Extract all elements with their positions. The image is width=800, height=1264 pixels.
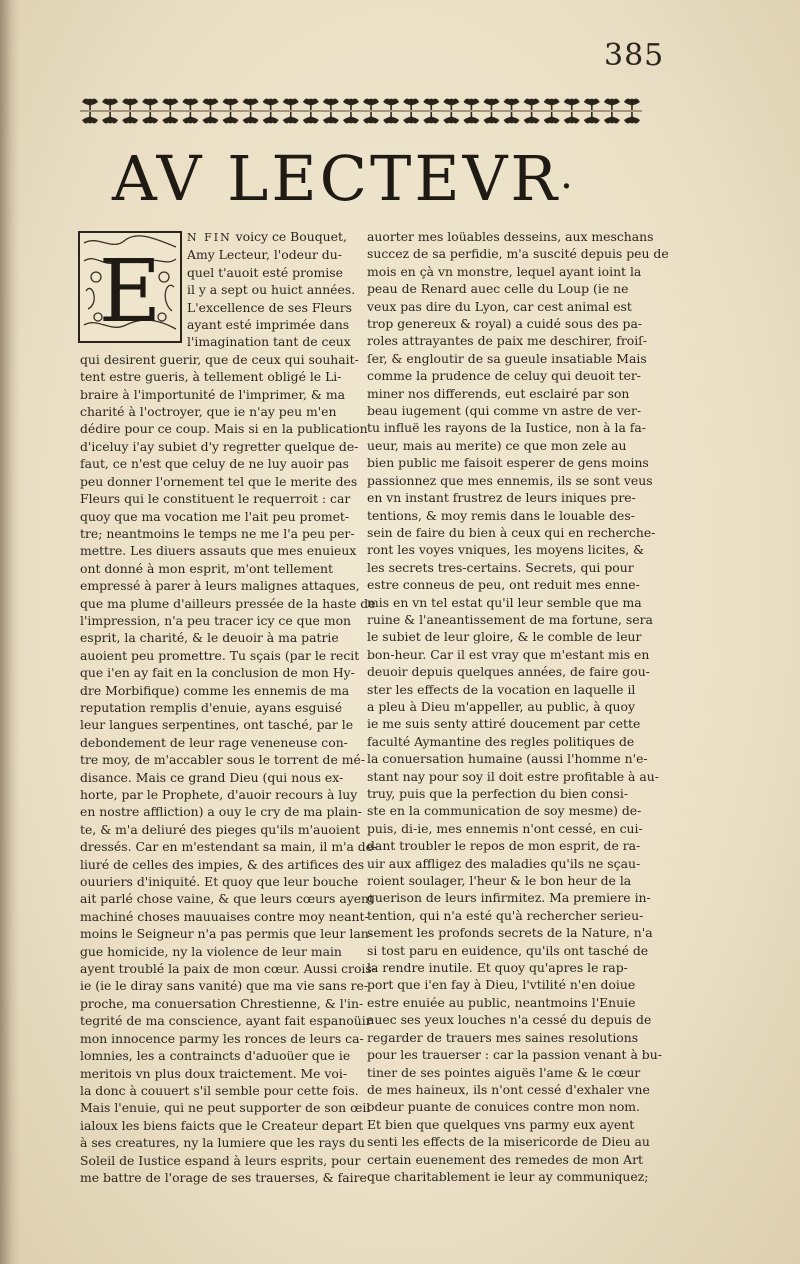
text-line: braire à l'importunité de l'imprimer, & ma (80, 386, 346, 402)
text-line: ster les effects de la vocation en laquelle il (367, 681, 636, 697)
text-line: ayant esté imprimée dans (187, 317, 350, 333)
text-line: quoy que ma vocation me l'ait peu promet- (80, 508, 350, 524)
text-line: estre conneus de peu, ont reduit mes enne- (367, 577, 640, 593)
text-line: veux pas dire du Lyon, car cest animal est (367, 298, 632, 314)
text-line: ialoux les biens faicts que le Createur depart (80, 1117, 364, 1133)
text-line: horte, par le Prophete, d'auoir recours à luy (80, 787, 358, 802)
text-line: reputation remplis d'enuie, ayans esguisé (80, 699, 343, 715)
text-line: ront les voyes vniques, les moyens licites, & (367, 542, 645, 558)
page-gutter-shadow (0, 0, 20, 1264)
text-line: puis, di-ie, mes ennemis n'ont cessé, en cui- (367, 820, 643, 836)
text-line: a pleu à Dieu m'appeller, au public, à quoy (367, 698, 635, 714)
text-line: ie me suis senty attiré doucement par cette (367, 716, 641, 732)
text-line: port que i'en fay à Dieu, l'vtilité n'en doiue (367, 977, 636, 993)
text-line: mois en çà vn monstre, lequel ayant ioint la (367, 263, 642, 279)
text-line: dédire pour ce coup. Mais si en la publication (80, 421, 368, 437)
text-line: tentions, & moy remis dans le louable des- (367, 507, 635, 523)
text-line: N FIN voicy ce Bouquet, (187, 229, 347, 244)
text-line: te, & m'a deliuré des pieges qu'ils m'auoient (80, 821, 361, 837)
text-line: ruine & l'aneantissement de ma fortune, sera (367, 611, 653, 627)
drop-cap-letter: E (98, 242, 162, 342)
text-line: il y a sept ou huict années. (187, 282, 356, 298)
text-line: la donc à couuert s'il semble pour cette fois. (80, 1082, 359, 1098)
left-text-column (80, 228, 378, 1186)
text-line: en vn instant frustrez de leurs iniques pre- (367, 490, 636, 506)
text-line: ouuriers d'iniquité. Et quoy que leur bouche (80, 874, 359, 890)
text-line: dant troubler le repos de mon esprit, de ra- (367, 838, 641, 854)
ornamental-header-band (80, 92, 642, 130)
text-line: truy, puis que la perfection du bien consi- (367, 786, 629, 801)
text-line: que charitablement ie leur ay communiquez; (367, 1168, 649, 1184)
text-line: la conuersation humaine (aussi l'homme n'e- (367, 751, 648, 767)
text-line: charité à l'octroyer, que ie n'ay peu m'en (80, 404, 337, 420)
text-line: beau iugement (qui comme vn astre de ver- (367, 403, 642, 419)
text-line: debondement de leur rage veneneuse con- (80, 734, 348, 750)
text-line: faculté Aymantine des regles politiques de (367, 733, 635, 749)
text-line: l'impression, n'a peu tracer icy ce que mon (80, 612, 352, 628)
text-line: meritois vn plus doux traictement. Me voi- (80, 1065, 348, 1081)
text-line: estre enuiée au public, neantmoins l'Enuie (367, 994, 636, 1010)
text-line: lomnies, les a contraincts d'aduoüer que ie (80, 1048, 351, 1064)
page-title: AV LECTEVR· (112, 142, 576, 215)
text-line: sement les profonds secrets de la Nature, n'a (367, 925, 653, 941)
text-line: bien public me faisoit esperer de gens moins (367, 455, 649, 471)
text-line: peau de Renard auec celle du Loup (ie ne (367, 281, 629, 297)
text-line: trop genereux & royal) a cuidé sous des pa- (367, 316, 643, 332)
text-line: Mais l'enuie, qui ne peut supporter de son œil (80, 1100, 371, 1116)
text-line: disance. Mais ce grand Dieu (qui nous ex- (80, 769, 344, 785)
text-line: comme la prudence de celuy qui deuoit ter- (367, 368, 641, 384)
text-line: auorter mes loüables desseins, aux meschans (367, 229, 654, 244)
text-line: senti les effects de la misericorde de Dieu au (367, 1134, 650, 1150)
text-line: tiner de ses pointes aiguës l'ame & le cœur (367, 1064, 641, 1080)
text-line: qui desirent guerir, que de ceux qui souhait- (80, 351, 359, 367)
text-line: mon innocence parmy les ronces de leurs ca- (80, 1030, 364, 1046)
text-line: liuré de celles des impies, & des artifices des (80, 856, 365, 872)
text-line: Amy Lecteur, l'odeur du- (187, 247, 342, 263)
text-line: stant nay pour soy il doit estre profitable à au- (367, 768, 659, 784)
text-line: tre; neantmoins le temps ne me l'a peu per- (80, 525, 355, 541)
text-line: leur langues serpentines, ont tasché, par le (80, 717, 354, 733)
text-line: L'excellence de ses Fleurs (187, 299, 353, 315)
text-line: sein de faire du bien à ceux qui en recherche- (367, 524, 656, 540)
text-line: esprit, la charité, & le deuoir à ma patrie (80, 630, 339, 646)
text-line: ie (ie le diray sans vanité) que ma vie sans re- (80, 978, 369, 994)
text-line: ueur, mais au merite) ce que mon zele au (367, 437, 627, 453)
text-line: que ma plume d'ailleurs pressée de la haste de (80, 595, 376, 611)
page-number: 385 (604, 38, 665, 73)
text-line: Et bien que quelques vns parmy eux ayent (367, 1116, 635, 1132)
text-line: à ses creatures, ny la lumiere que les rays du (80, 1135, 366, 1151)
text-line: faut, ce n'est que celuy de ne luy auoir pas (80, 456, 350, 472)
text-line: miner nos differends, eut esclairé par son (367, 385, 630, 401)
text-line: odeur puante de conuices contre mon nom. (367, 1099, 640, 1115)
text-line: certain euenement des remedes de mon Art (367, 1151, 644, 1167)
text-line: peu donner l'ornement tel que le merite des (80, 473, 358, 489)
text-line: Fleurs qui le constituent le requerroit : car (80, 491, 351, 507)
page-title-text: AV LECTEVR (112, 142, 561, 215)
text-line: moins le Seigneur n'a pas permis que leur lan- (80, 926, 373, 942)
text-line: tu influë les rayons de la Iustice, non à la fa- (367, 420, 646, 436)
text-line: ſer, & engloutir de sa gueule insatiable Mais (367, 350, 647, 366)
text-line: succez de sa perfidie, m'a suscité depuis peu de (367, 246, 669, 262)
text-line: d'iceluy i'ay subiet d'y regretter quelque de- (80, 438, 359, 454)
text-line: regarder de trauers mes saines resolutions (367, 1029, 639, 1045)
text-line: quel t'auoit esté promise (187, 264, 343, 280)
text-line: auec ses yeux louches n'a cessé du depuis de (367, 1012, 652, 1028)
text-line: dressés. Car en m'estendant sa main, il m'a de- (80, 839, 378, 855)
text-line: bon-heur. Car il est vray que m'estant mis en (367, 646, 650, 662)
text-line: passionnez que mes ennemis, ils se sont veus (367, 472, 653, 488)
text-line: les secrets tres-certains. Secrets, qui pour (367, 559, 634, 575)
text-line: tre moy, de m'accabler sous le torrent de mé- (80, 752, 366, 768)
text-line: tegrité de ma conscience, ayant fait espanoüir (80, 1013, 372, 1029)
text-line: de mes haineux, ils n'ont cessé d'exhaler vne (367, 1081, 650, 1097)
text-line: en nostre affliction) a ouy le cry de ma plain- (80, 804, 362, 820)
right-text-column (367, 228, 669, 1185)
text-line: mettre. Les diuers assauts que mes enuieux (80, 543, 357, 559)
text-line: ait parlé chose vaine, & que leurs cœurs ayent (80, 891, 375, 907)
text-line: tention, qui n'a esté qu'à rechercher serieu- (367, 907, 644, 923)
text-line: me battre de l'orage de ses trauerses, & faire (80, 1169, 367, 1185)
text-line: mis en vn tel estat qu'il leur semble que ma (367, 594, 642, 610)
text-line: gue homicide, ny la violence de leur main (80, 943, 342, 959)
text-line: empressé à parer à leurs malignes attaques, (80, 578, 360, 594)
text-line: roient soulager, l'heur & le bon heur de la (367, 873, 632, 889)
text-line: ste en la communication de soy mesme) de- (367, 803, 642, 819)
text-line: machiné choses mauuaises contre moy neant- (80, 908, 369, 924)
text-line: proche, ma conuersation Chrestienne, & l'in- (80, 995, 364, 1011)
text-line: auoient peu promettre. Tu sçais (par le recit (80, 647, 360, 663)
text-line: tent estre gueris, à tellement obligé le Li- (80, 369, 342, 385)
text-line: guerison de leurs infirmitez. Ma premiere in- (367, 890, 651, 906)
text-line: l'imagination tant de ceux (187, 334, 351, 350)
text-line: uir aux affligez des maladies qu'ils ne sçau- (367, 855, 641, 871)
text-line: roles attrayantes de paix me deschirer, froiſ- (367, 333, 647, 349)
text-line: dre Morbifique) comme les ennemis de ma (80, 682, 350, 698)
text-line: ont donné à mon esprit, m'ont tellement (80, 560, 333, 576)
text-line: ayent troublé la paix de mon cœur. Aussi crois- (80, 961, 376, 977)
text-line: le subiet de leur gloire, & le comble de leur (367, 629, 642, 645)
text-line: que i'en ay fait en la conclusion de mon Hy- (80, 665, 355, 681)
text-line: si tost paru en euidence, qu'ils ont tasché de (367, 942, 649, 958)
text-line: Soleil de Iustice espand à leurs esprits, pour (80, 1152, 361, 1168)
text-line: pour les trauerser : car la passion venant à bu- (367, 1047, 662, 1063)
text-line: la rendre inutile. Et quoy qu'apres le rap- (367, 960, 628, 976)
text-line: deuoir depuis quelques années, de faire gou- (367, 664, 650, 680)
